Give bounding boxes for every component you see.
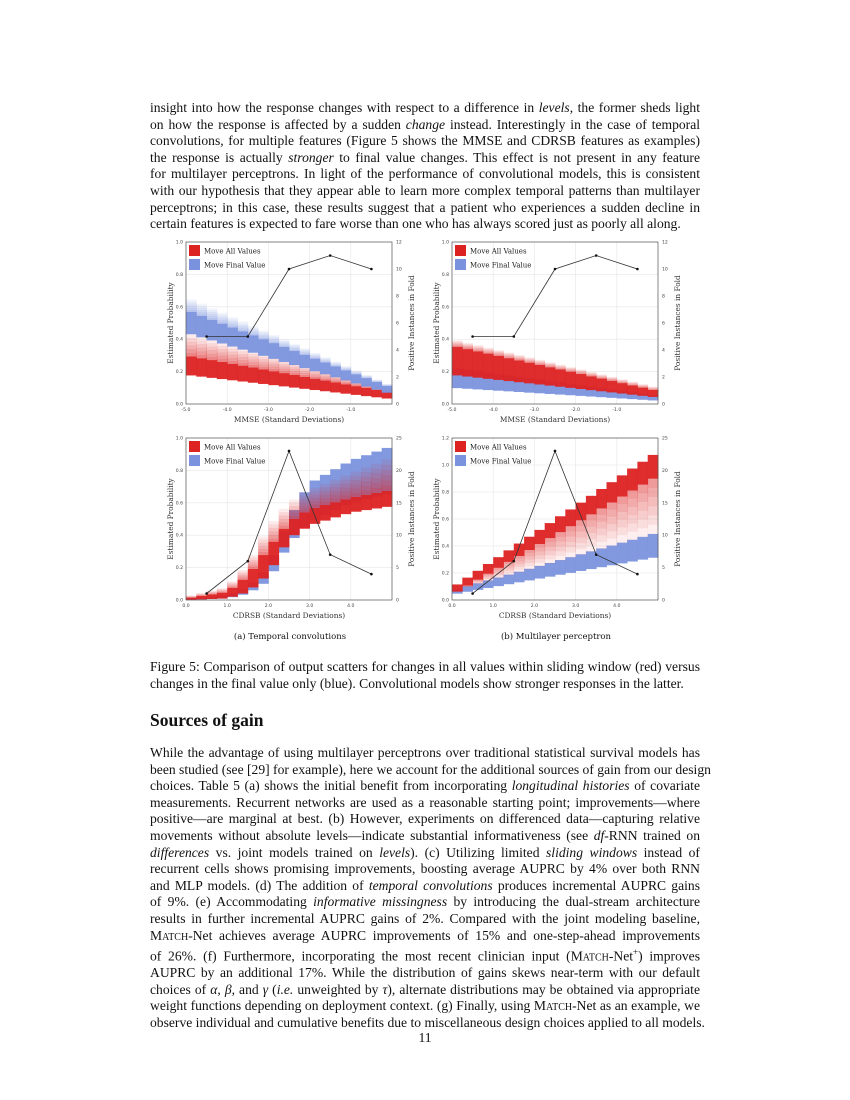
svg-text:0: 0	[396, 402, 399, 408]
svg-text:10: 10	[396, 267, 402, 273]
svg-text:0.4: 0.4	[175, 533, 183, 539]
text-line: weight functions depending on deployment context. (g) Finally, using Match-Net as an example, we	[150, 998, 701, 1014]
svg-text:1.0: 1.0	[441, 240, 449, 246]
x-axis-label: MMSE (Standard Deviations)	[499, 415, 611, 424]
text-line: been studied (see [29] for example), here we account for the additional sources of gain from our design	[150, 761, 711, 777]
svg-text:Move Final Value: Move Final Value	[204, 261, 266, 270]
text-line: and MLP models. (d) The addition of temporal convolutions produces incremental AUPRC gains	[150, 877, 700, 893]
svg-text:0.0: 0.0	[448, 604, 456, 609]
svg-text:Move All Values: Move All Values	[204, 443, 261, 452]
svg-text:0.2: 0.2	[175, 566, 183, 572]
svg-text:0: 0	[662, 598, 665, 604]
page-number: 11	[418, 1030, 432, 1045]
svg-text:6: 6	[662, 321, 665, 327]
svg-text:10: 10	[396, 533, 402, 539]
y2-axis-label: Positive Instances in Fold	[407, 275, 416, 371]
svg-text:Move All Values: Move All Values	[204, 247, 261, 256]
text-line: movements without absolute levels—indicate substantial informativeness (see df-RNN trained on	[150, 827, 700, 843]
caption-line: Figure 5: Comparison of output scatters for changes in all values within sliding window (red) versus	[150, 659, 700, 674]
legend-swatch-blue	[189, 455, 200, 466]
svg-text:3.0: 3.0	[571, 604, 580, 609]
svg-text:0.4: 0.4	[175, 337, 183, 343]
text-line: differences vs. joint models trained on levels). (c) Utilizing limited sliding windows instead of	[150, 844, 700, 860]
text-line: measurements. Recurrent networks are used as a reasonable starting point; improvements—where	[150, 794, 700, 810]
text-line: Match-Net achieves average AUPRC improvements of 15% and one-step-ahead improvements	[150, 927, 700, 943]
svg-text:0.2: 0.2	[441, 571, 449, 577]
svg-text:0.8: 0.8	[441, 272, 449, 278]
text-line: perceptrons; in this case, these results suggest that a patient who experiences a sudden decline in	[150, 199, 700, 215]
svg-text:Move All Values: Move All Values	[470, 443, 527, 452]
svg-text:25: 25	[662, 436, 668, 442]
svg-text:4: 4	[662, 348, 665, 354]
svg-text:0.6: 0.6	[441, 305, 449, 311]
svg-text:0.0: 0.0	[441, 598, 449, 604]
svg-text:0.6: 0.6	[175, 501, 183, 507]
svg-text:4.0: 4.0	[347, 604, 355, 609]
svg-text:-5.0: -5.0	[181, 408, 191, 413]
svg-text:1.0: 1.0	[441, 463, 449, 469]
legend-swatch-red	[189, 245, 200, 256]
svg-text:10: 10	[662, 267, 668, 273]
text-line: recurrent cells shows promising improvements, boosting average AUPRC by 4% over both RNN	[150, 861, 700, 877]
legend-swatch-red	[189, 441, 200, 452]
text-line: insight into how the response changes with respect to a difference in levels, the former sheds light	[150, 100, 701, 115]
svg-text:5: 5	[662, 566, 665, 572]
y-axis-label: Estimated Probability	[432, 478, 441, 560]
text-line: observe individual and cumulative benefits due to miscellaneous design choices applied to all models.	[150, 1015, 705, 1031]
svg-text:-5.0: -5.0	[447, 408, 457, 413]
svg-text:-3.0: -3.0	[263, 408, 273, 413]
text-line: for multilayer perceptrons. In light of the performance of convolutional models, this is consistent	[150, 166, 700, 182]
svg-text:-4.0: -4.0	[488, 408, 498, 413]
text-line: While the advantage of using multilayer perceptrons over traditional statistical survival models has	[150, 745, 700, 760]
y2-axis-label: Positive Instances in Fold	[673, 471, 682, 567]
section-title: Sources of gain	[150, 710, 264, 730]
text-line: positive—are marginal at best. (b) However, experiments on differenced data—capturing relative	[150, 811, 700, 827]
svg-text:1.0: 1.0	[175, 436, 183, 442]
svg-text:Move Final Value: Move Final Value	[470, 457, 532, 466]
x-axis-label: CDRSB (Standard Deviations)	[232, 611, 346, 620]
text-line: choices. Table 5 (a) shows the initial benefit from incorporating longitudinal histories of covariate	[150, 778, 700, 794]
text-line: choices of α, β, and γ (i.e. unweighted by τ), alternate distributions may be obtained via appropriate	[150, 981, 700, 997]
svg-text:Move All Values: Move All Values	[470, 247, 527, 256]
svg-text:0.8: 0.8	[441, 490, 449, 496]
svg-text:12: 12	[662, 240, 668, 246]
svg-text:-2.0: -2.0	[571, 408, 581, 413]
svg-text:20: 20	[396, 468, 402, 474]
svg-text:15: 15	[396, 501, 402, 507]
svg-text:25: 25	[396, 436, 402, 442]
caption-line: changes in the final value only (blue). Convolutional models show stronger responses in the latter.	[150, 675, 684, 691]
svg-text:1.0: 1.0	[489, 604, 497, 609]
figure-caption	[150, 659, 700, 692]
svg-text:-1.0: -1.0	[346, 408, 356, 413]
text-line: with our hypothesis that they appear able to learn more complex temporal patterns than multilayer	[150, 182, 700, 198]
x-axis-label: MMSE (Standard Deviations)	[233, 415, 345, 424]
svg-text:1.0: 1.0	[223, 604, 231, 609]
chart-b-cdrsb	[426, 432, 688, 626]
chart-a-cdrsb	[160, 432, 422, 626]
svg-text:4.0: 4.0	[613, 604, 621, 609]
svg-text:15: 15	[662, 501, 668, 507]
text-line: on how the response is affected by a sudden change instead. Interestingly in the case of temporal	[150, 116, 701, 132]
svg-text:0.2: 0.2	[175, 370, 183, 376]
svg-text:0.8: 0.8	[175, 468, 183, 474]
legend-swatch-blue	[189, 259, 200, 270]
svg-text:8: 8	[662, 294, 665, 300]
chart-b-mmse	[426, 236, 688, 430]
svg-text:0.6: 0.6	[441, 517, 449, 523]
svg-text:5: 5	[396, 566, 399, 572]
text-line: results in further incremental AUPRC gains of 2%. Compared with the joint modeling baseline,	[150, 910, 700, 926]
y2-axis-label: Positive Instances in Fold	[673, 275, 682, 371]
text-line: the response is actually stronger to final value changes. This effect is not present in any feature	[150, 149, 700, 165]
svg-text:2: 2	[396, 375, 399, 381]
svg-text:12: 12	[396, 240, 402, 246]
svg-text:1.0: 1.0	[175, 240, 183, 246]
text-line: of 26%. (f) Furthermore, incorporating the most recent clinician input (Match-Net+) improves	[150, 947, 700, 964]
y-axis-label: Estimated Probability	[166, 282, 175, 364]
chart-a-mmse	[160, 236, 422, 430]
svg-text:0.0: 0.0	[182, 604, 190, 609]
body-paragraph	[150, 745, 711, 1032]
text-line: of 9%. (e) Accommodating informative missingness by introducing the dual-stream architecture	[150, 894, 700, 910]
svg-text:0.4: 0.4	[441, 544, 449, 550]
svg-text:10: 10	[662, 533, 668, 539]
svg-text:8: 8	[396, 294, 399, 300]
legend-swatch-red	[455, 245, 466, 256]
y-axis-label: Estimated Probability	[166, 478, 175, 560]
svg-text:2.0: 2.0	[530, 604, 539, 609]
intro-paragraph	[150, 100, 700, 233]
svg-text:2.0: 2.0	[264, 604, 273, 609]
svg-text:0.0: 0.0	[441, 402, 449, 408]
svg-text:0.0: 0.0	[175, 402, 183, 408]
svg-text:4: 4	[396, 348, 399, 354]
svg-text:1.2: 1.2	[441, 436, 449, 442]
svg-text:Move Final Value: Move Final Value	[470, 261, 532, 270]
band-red	[186, 459, 392, 599]
svg-text:0.6: 0.6	[175, 305, 183, 311]
svg-text:-1.0: -1.0	[612, 408, 622, 413]
svg-text:0: 0	[662, 402, 665, 408]
legend-swatch-blue	[455, 259, 466, 270]
svg-text:0.0: 0.0	[175, 598, 183, 604]
svg-text:2: 2	[662, 375, 665, 381]
svg-text:3.0: 3.0	[305, 604, 314, 609]
svg-text:-2.0: -2.0	[305, 408, 315, 413]
svg-text:Move Final Value: Move Final Value	[204, 457, 266, 466]
svg-text:6: 6	[396, 321, 399, 327]
svg-text:0.2: 0.2	[441, 370, 449, 376]
text-line: convolutions, for multiple features (Figure 5 shows the MMSE and CDRSB features as examples)	[150, 133, 700, 149]
svg-text:-3.0: -3.0	[529, 408, 539, 413]
legend-swatch-red	[455, 441, 466, 452]
svg-text:0: 0	[396, 598, 399, 604]
text-line: AUPRC by an additional 17%. While the distribution of gains skews near-term with our default	[150, 965, 700, 981]
text-line: certain features is expected to fare worse than one who has always scored just as poorly all along.	[150, 216, 681, 232]
svg-text:0.4: 0.4	[441, 337, 449, 343]
legend-swatch-blue	[455, 455, 466, 466]
y-axis-label: Estimated Probability	[432, 282, 441, 364]
subcaption-a: (a) Temporal convolutions	[233, 632, 347, 642]
figure-5	[160, 236, 690, 646]
y2-axis-label: Positive Instances in Fold	[407, 471, 416, 567]
svg-text:0.8: 0.8	[175, 272, 183, 278]
x-axis-label: CDRSB (Standard Deviations)	[498, 611, 612, 620]
subcaption-b: (b) Multilayer perceptron	[500, 632, 612, 642]
svg-text:-4.0: -4.0	[222, 408, 232, 413]
svg-text:20: 20	[662, 468, 668, 474]
